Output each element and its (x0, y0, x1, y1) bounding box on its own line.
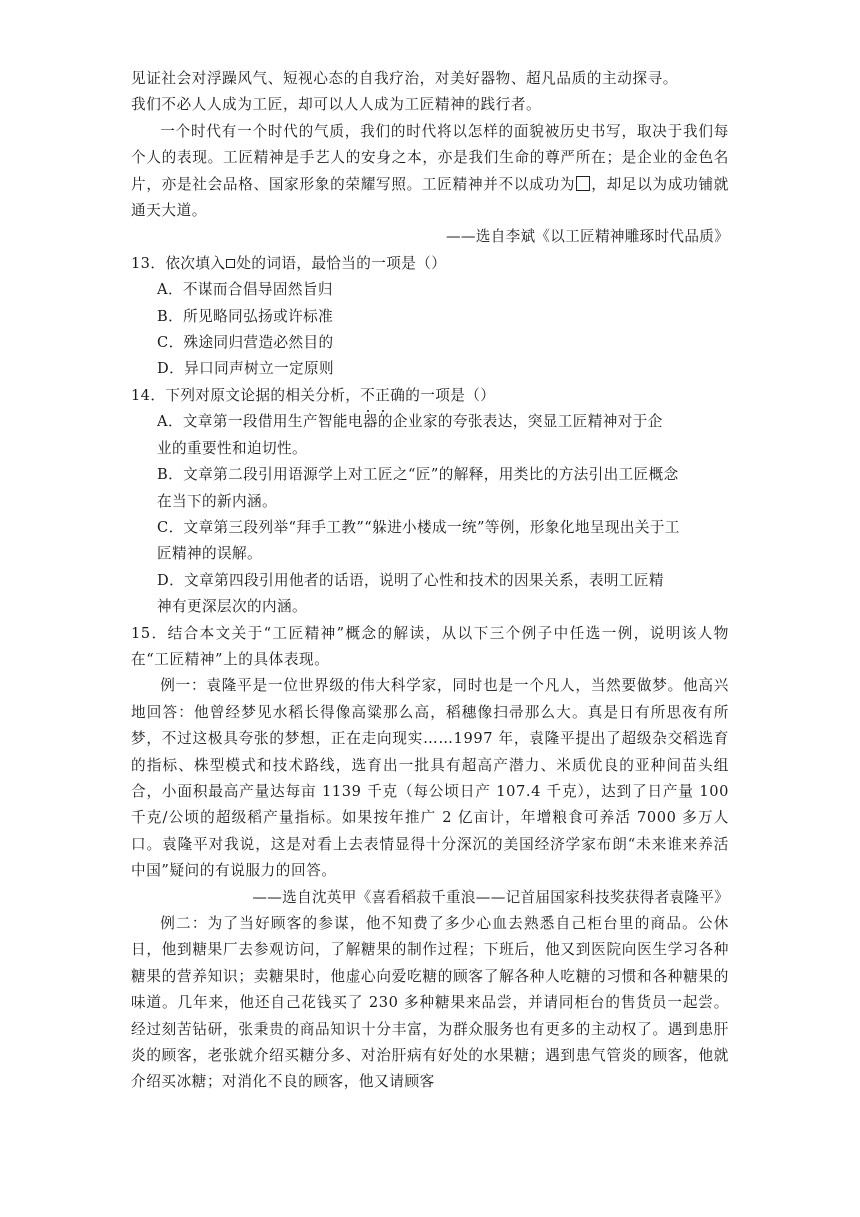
question-14-option-d-line2: 神有更深层次的内涵。 (157, 598, 307, 616)
passage-para2 (131, 119, 729, 225)
question-14-option-c-line1: C．文章第三段列举“拜手工教”“躲进小楼成一统”等例，形象化地呈现出关于工 (157, 518, 680, 536)
question-14-stem-b: 确的一项是（） (390, 386, 496, 404)
question-14-option-d (131, 568, 729, 621)
question-14-option-a-line2: 业的重要性和迫切性。 (157, 439, 307, 457)
passage-para1 (131, 66, 729, 119)
question-14-option-c-line2: 匠精神的误解。 (157, 545, 262, 563)
question-14-option-d-line1: D．文章第四段引用他者的话语，说明了心性和技术的因果关系，表明工匠精 (157, 571, 664, 589)
question-14-option-a (131, 409, 729, 462)
question-13-stem (131, 251, 729, 277)
question-15-example-1-source: ——选自沈英甲《喜看稻菽千重浪——记首届国家科技奖获得者袁隆平》 (252, 888, 729, 906)
passage-para2-text-a: 一个时代有一个时代的气质，我们的时代将以怎样的面貌被历史书写，取决于我们每个人的表现。工匠精神是手艺人的安身之本，亦是我们生命的尊严所在；是企业的金色名片，亦是社会品格、国家形象的荣耀写照。工匠精神并不以成功为 (131, 122, 729, 193)
question-14-option-b-line2: 在当下的新内涵。 (157, 492, 277, 510)
question-14-option-a-line1: A．文章第一段借用生产智能电器的企业家的夸张表达，突显工匠精神对于企 (157, 413, 663, 431)
question-14-option-b (131, 462, 729, 515)
question-14-stem (131, 383, 729, 409)
document-page (131, 66, 729, 1096)
emphasis-dot-char-2: 正 (375, 383, 390, 409)
emphasis-dot-char-1: 不 (360, 383, 375, 409)
question-13-option-c: C．殊途同归营造必然目的 (157, 334, 334, 352)
question-15-example-2: 例二：为了当好顾客的参谋，他不知费了多少心血去熟悉自己柜台里的商品。公休日，他到糖果厂去参观访问，了解糖果的制作过程；下班后，他又到医院向医生学习各种糖果的营养知识；卖糖果时，他虚心向爱吃糖的顾客了解各种人吃糖的习惯和各种糖果的味道。几年来，他还自己花钱买了 230 多种糖果来品尝，并请同柜台的售货员一起尝。经过刻苦钻研，张秉贵的商品知识十分丰富，为群众服务也有更多的主动权了。遇到患肝炎的顾客，老张就介绍买糖分多、对治肝病有好处的水果糖；遇到患气管炎的顾客，他就介绍买冰糖；对消化不良的顾客，他又请顾客 (131, 915, 729, 1091)
question-13-stem-b: 处的词语，最恰当的一项是（） (236, 254, 447, 272)
question-13-stem-a: 13．依次填入 (131, 254, 226, 272)
passage-para1-line2: 我们不必人人成为工匠，却可以人人成为工匠精神的践行者。 (131, 96, 542, 114)
question-15-example-1: 例一：袁隆平是一位世界级的伟大科学家，同时也是一个凡人，当然要做梦。他高兴地回答：他曾经梦见水稻长得像高粱那么高，稻穗像扫帚那么大。真是日有所思夜有所梦，不过这极具夸张的梦想，正在走向现实……1997 年，袁隆平提出了超级杂交稻选育的指标、株型模式和技术路线，选育出一批具有超高产潜力、米质优良的亚种间苗头组合，小面积最高产量达每亩 1139 千克（每公顷日产 107.4 千克），达到了日产量 100 千克/公顷的超级稻产量指标。如果按年推广 2 亿亩计，年增粮食可养活 7000 多万人口。袁隆平对我说，这是对看上去表情显得十分深沉的美国经济学家布朗“未来谁来养活中国”疑问的有说服力的回答。 (131, 677, 729, 880)
passage-para2-text-b: ，却足以为成功铺就通天大道。 (131, 175, 729, 220)
small-blank-box-icon (226, 259, 235, 268)
blank-box-icon (576, 176, 590, 191)
question-14-option-c (131, 515, 729, 568)
question-14-option-b-line1: B．文章第二段引用语源学上对工匠之“匠”的解释，用类比的方法引出工匠概念 (157, 466, 679, 484)
question-13-option-d: D．异口同声树立一定原则 (157, 360, 335, 378)
question-13-option-a: A．不谋而合倡导固然旨归 (157, 281, 333, 299)
question-14-stem-a: 14．下列对原文论据的相关分析， (131, 386, 361, 404)
question-15-stem: 15．结合本文关于“工匠精神”概念的解读，从以下三个例子中任选一例，说明该人物在“工匠精神”上的具体表现。 (131, 624, 729, 668)
question-13-option-b: B．所见略同弘扬或许标准 (157, 307, 334, 325)
passage-para1-line1: 见证社会对浮躁风气、短视心态的自我疗治，对美好器物、超凡品质的主动探寻。 (131, 70, 678, 87)
passage-source: ——选自李斌《以工匠精神雕琢时代品质》 (446, 228, 729, 246)
